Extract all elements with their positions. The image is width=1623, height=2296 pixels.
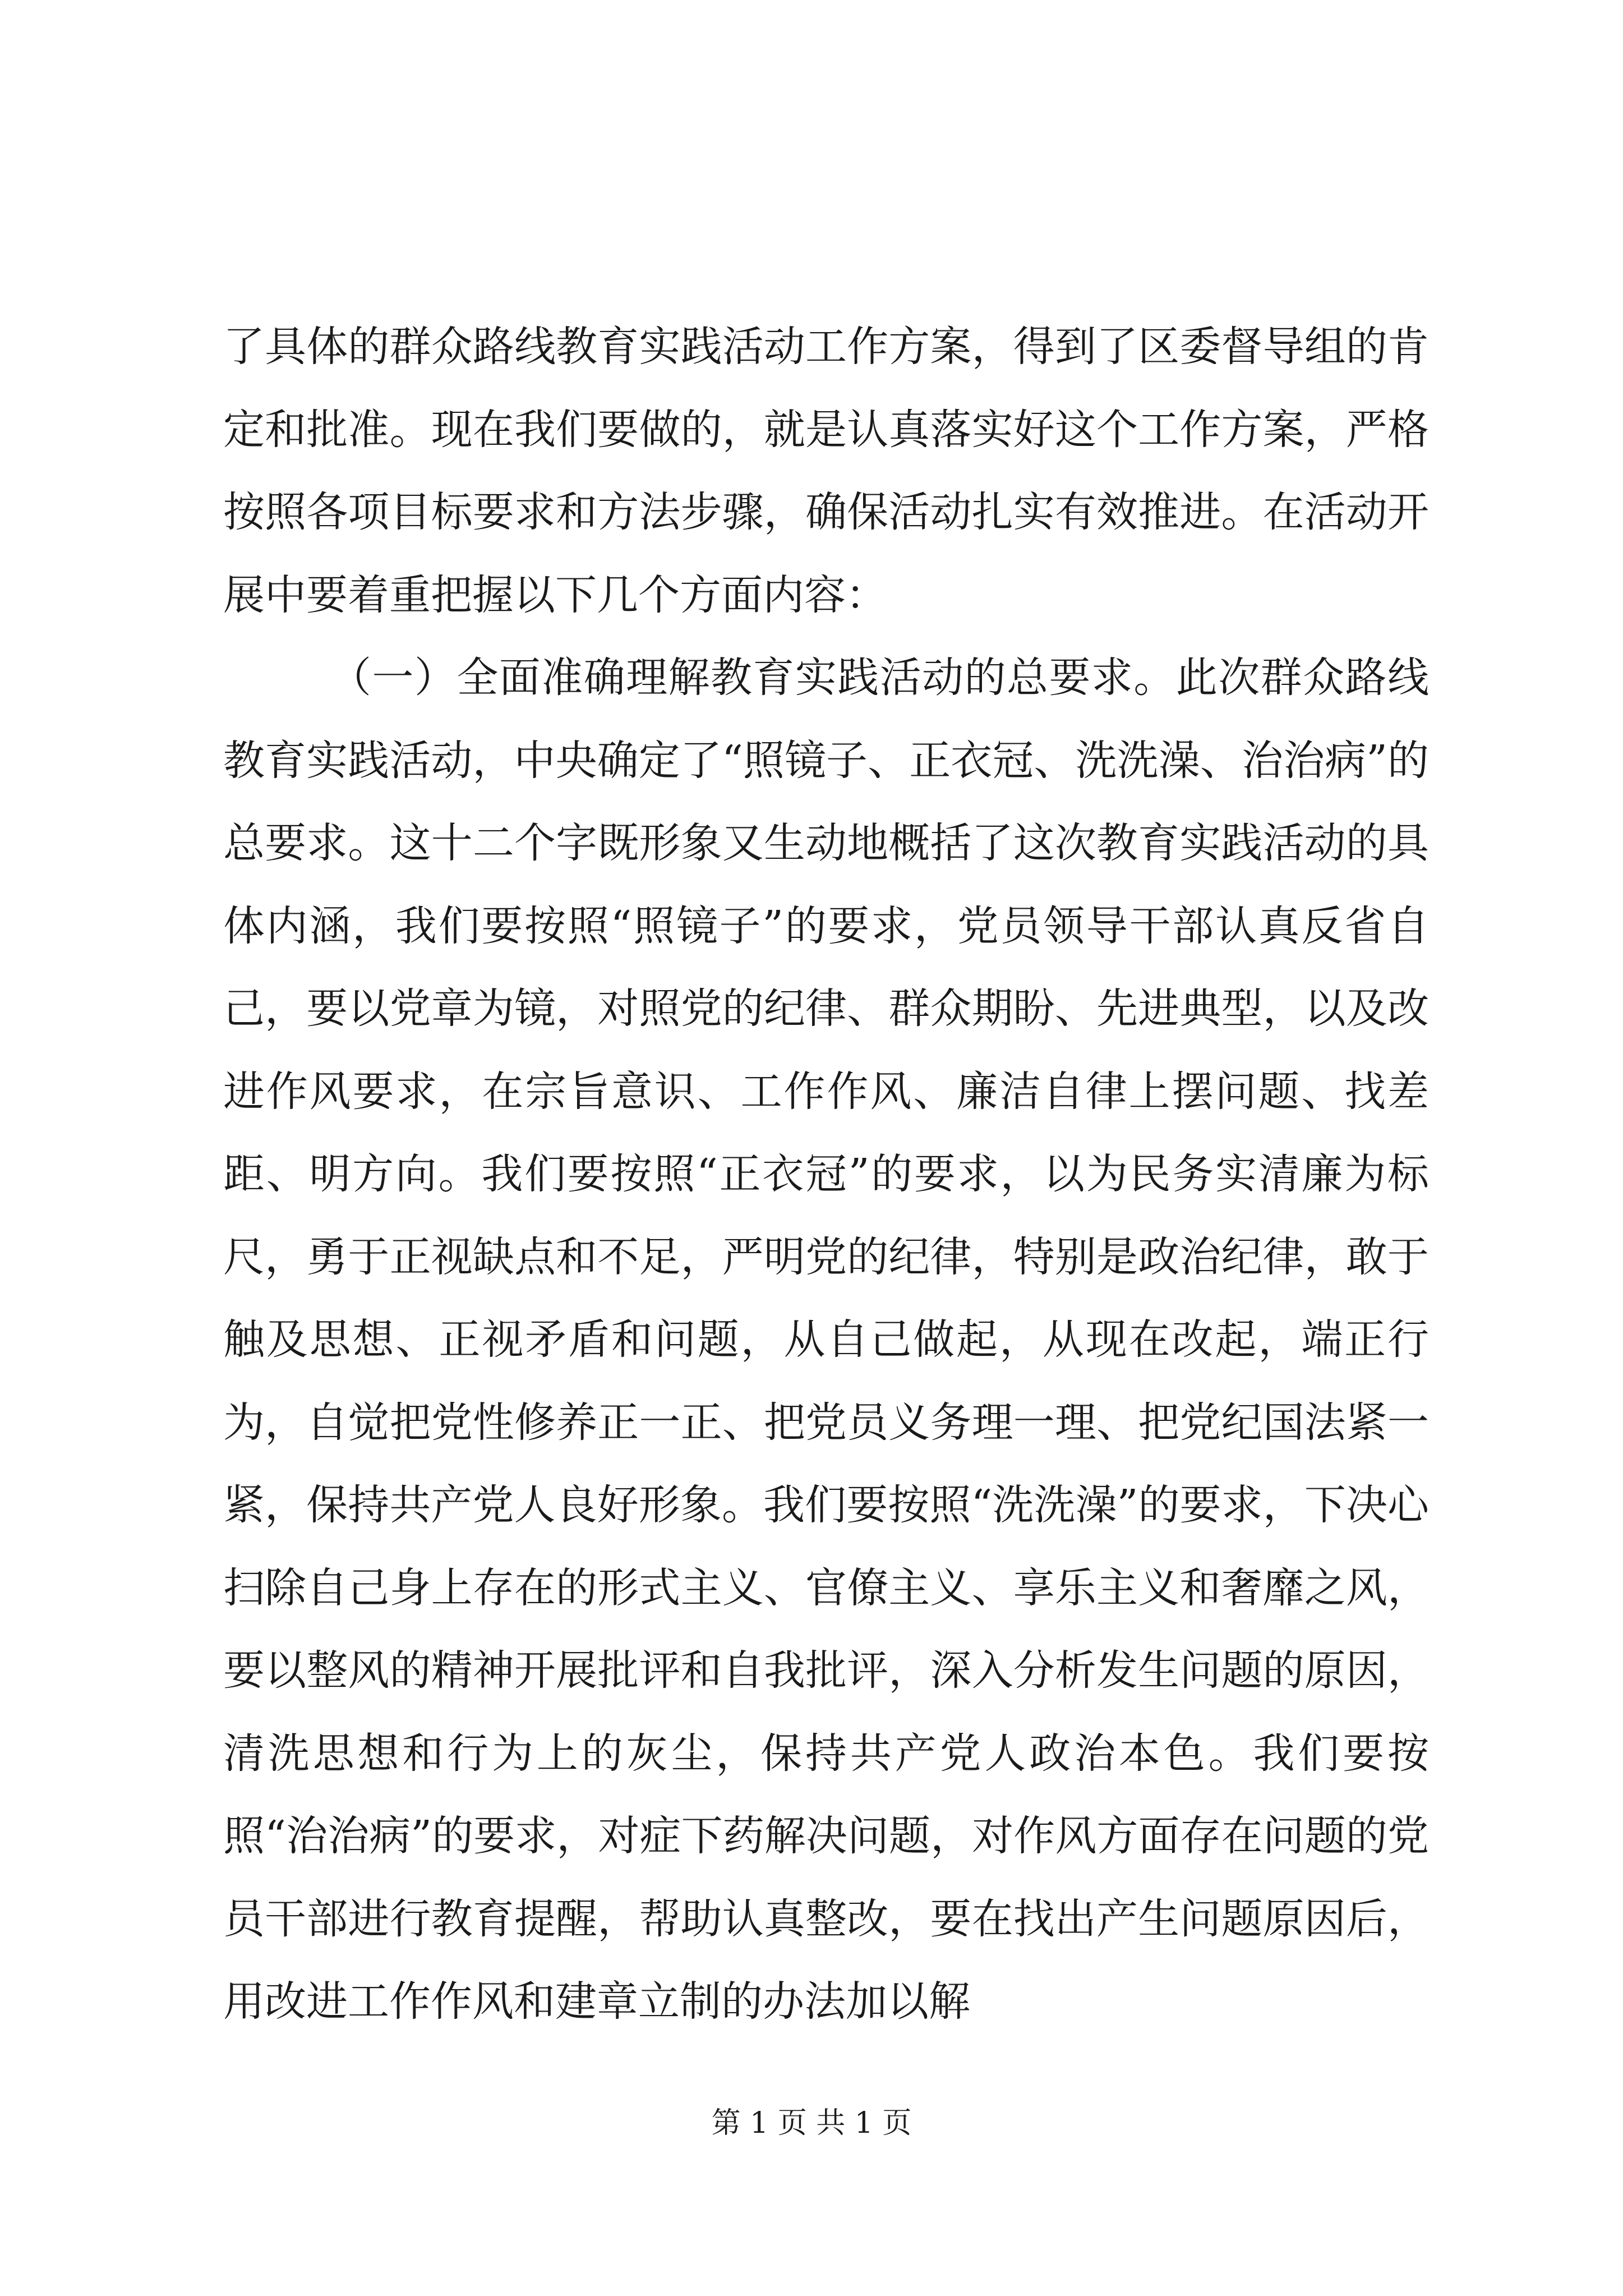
paragraph-section-one: （一）全面准确理解教育实践活动的总要求。此次群众路线教育实践活动，中央确定了“照镜子、正衣冠、洗洗澡、治治病”的总要求。这十二个字既形象又生动地概括了这次教育实践活动的具体内涵，我们要按照“照镜子”的要求，党员领导干部认真反省自己，要以党章为镜，对照党的纪律、群众期盼、先进典型，以及改进作风要求，在宗旨意识、工作作风、廉洁自律上摆问题、找差距、明方向。我们要按照“正衣冠”的要求，以为民务实清廉为标尺，勇于正视缺点和不足，严明党的纪律，特别是政治纪律，敢于触及思想、正视矛盾和问题，从自己做起，从现在改起，端正行为，自觉把党性修养正一正、把党员义务理一理、把党纪国法紧一紧，保持共产党人良好形象。我们要按照“洗洗澡”的要求，下决心扫除自己身上存在的形式主义、官僚主义、享乐主义和奢靡之风，要以整风的精神开展批评和自我批评，深入分析发生问题的原因，清洗思想和行为上的灰尘，保持共产党人政治本色。我们要按照“治治病”的要求，对症下药解决问题，对作风方面存在问题的党员干部进行教育提醒，帮助认真整改，要在找出产生问题原因后，用改进工作作风和建章立制的办法加以解	[223, 654, 1429, 2026]
paragraph-continuation: 了具体的群众路线教育实践活动工作方案，得到了区委督导组的肯定和批准。现在我们要做的，就是认真落实好这个工作方案，严格按照各项目标要求和方法步骤，确保活动扎实有效推进。在活动开展中要着重把握以下几个方面内容：	[223, 323, 1429, 619]
page-footer: 第 1 页 共 1 页	[711, 2106, 912, 2140]
document-body	[223, 306, 1429, 2044]
